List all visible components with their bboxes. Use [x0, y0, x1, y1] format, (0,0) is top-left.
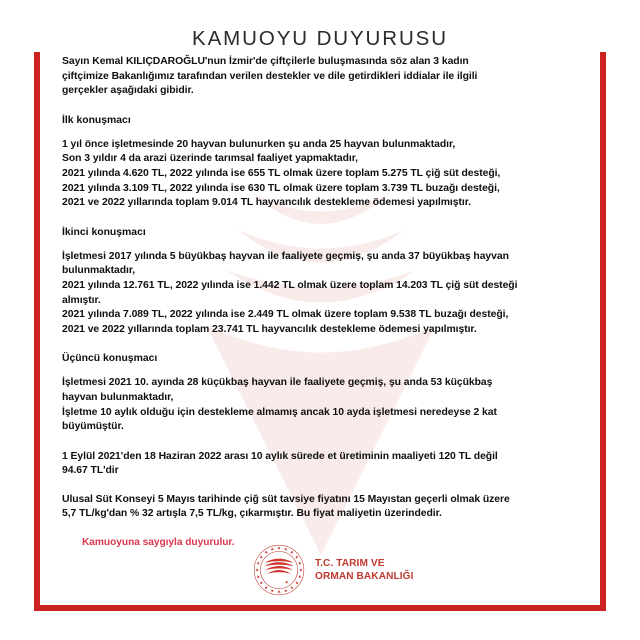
section-body-first-speaker	[62, 138, 586, 211]
ministry-emblem-icon	[252, 543, 306, 597]
meat-cost-line-2: 94.67 TL'dir	[62, 465, 119, 477]
section-2-line-6: 2021 ve 2022 yıllarında toplam 23.741 TL hayvancılık destekleme ödemesi yapılmıştır.	[62, 323, 477, 335]
intro-paragraph	[62, 55, 586, 99]
meat-cost-paragraph	[62, 450, 586, 479]
frame-border-left	[34, 37, 40, 611]
meat-cost-line-1: 1 Eylül 2021'den 18 Haziran 2022 arası 10 aylık sürede et üretiminin maaliyeti 120 TL değil	[62, 450, 498, 462]
section-3-line-2: hayvan bulunmaktadır,	[62, 391, 174, 403]
intro-line-1: Sayın Kemal KILIÇDAROĞLU'nun İzmir'de çiftçilerle buluşmasında söz alan 3 kadın	[62, 56, 469, 67]
ministry-logo-line-2: ORMAN BAKANLIĞI	[315, 571, 414, 582]
page-title: KAMUOYU DUYURUSU	[0, 26, 640, 52]
ministry-logo-text	[315, 557, 414, 583]
document-body	[62, 55, 586, 550]
section-heading-first-speaker: İlk konuşmacı	[62, 114, 131, 126]
section-1-line-5: 2021 ve 2022 yıllarında toplam 9.014 TL hayvancılık destekleme ödemesi yapılmıştır.	[62, 197, 471, 209]
intro-line-3: gerçekler aşağıdaki gibidir.	[62, 85, 194, 97]
section-1-line-2: Son 3 yıldır 4 da arazi üzerinde tarımsal faaliyet yapmaktadır,	[62, 153, 358, 165]
section-3-line-1: İşletmesi 2021 10. ayında 28 küçükbaş hayvan ile faaliyete geçmiş, şu anda 53 küçükbaş	[62, 377, 493, 389]
section-body-third-speaker	[62, 376, 586, 434]
section-3-line-3: İşletme 10 aylık olduğu için destekleme almamış ancak 10 ayda işletmesi neredeyse 2 kat	[62, 406, 497, 418]
frame-border-bottom	[34, 605, 606, 611]
milk-price-line-1: Ulusal Süt Konseyi 5 Mayıs tarihinde çiğ süt tavsiye fiyatını 15 Mayıstan geçerli olmak üzere	[62, 493, 510, 505]
frame-border-right	[600, 37, 606, 611]
ministry-logo	[252, 543, 414, 597]
section-1-line-4: 2021 yılında 3.109 TL, 2022 yılında ise 630 TL olmak üzere toplam 3.739 TL buzağı desteği,	[62, 182, 500, 194]
milk-price-line-2: 5,7 TL/kg'dan % 32 artışla 7,5 TL/kg, çıkarmıştır. Bu fiyat maliyetin üzerindedir.	[62, 508, 442, 520]
section-2-line-5: 2021 yılında 7.089 TL, 2022 yılında ise 2.449 TL olmak üzere toplam 9.538 TL buzağı desteği,	[62, 309, 509, 321]
milk-price-paragraph	[62, 493, 586, 522]
section-3-line-4: büyümüştür.	[62, 421, 124, 433]
intro-line-2: çiftçimize Bakanlığımız tarafından verilen destekler ve dile getirdikleri iddialar ile ilgili	[62, 70, 478, 82]
section-heading-second-speaker: İkinci konuşmacı	[62, 226, 146, 238]
section-1-line-1: 1 yıl önce işletmesinde 20 hayvan bulunurken şu anda 25 hayvan bulunmaktadır,	[62, 138, 456, 150]
section-2-line-3: 2021 yılında 12.761 TL, 2022 yılında ise 1.442 TL olmak üzere toplam 14.203 TL çiğ süt desteği	[62, 279, 518, 291]
section-2-line-4: almıştır.	[62, 294, 101, 306]
ministry-logo-line-1: T.C. TARIM VE	[315, 557, 385, 569]
section-2-line-2: bulunmaktadır,	[62, 265, 136, 277]
section-heading-third-speaker: Üçüncü konuşmacı	[62, 353, 158, 365]
closing-statement: Kamuoyuna saygıyla duyurulur.	[82, 537, 235, 549]
section-1-line-3: 2021 yılında 4.620 TL, 2022 yılında ise 655 TL olmak üzere toplam 5.275 TL çiğ süt desteği,	[62, 167, 501, 179]
section-2-line-1: İşletmesi 2017 yılında 5 büyükbaş hayvan ile faaliyete geçmiş, şu anda 37 büyükbaş hayvan	[62, 250, 509, 262]
section-body-second-speaker	[62, 250, 586, 338]
